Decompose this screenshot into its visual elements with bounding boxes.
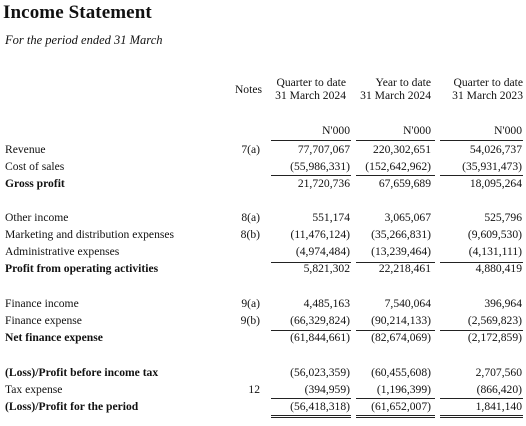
statement-row xyxy=(0,228,526,244)
row-value-quarter-2024: 77,707,067 xyxy=(297,143,350,156)
row-value-year-2024: 3,065,067 xyxy=(384,211,431,224)
column-header-line1: Quarter to date xyxy=(276,76,346,89)
header-rule xyxy=(356,140,435,141)
statement-row xyxy=(0,262,526,278)
subtotal-rule xyxy=(356,262,435,263)
column-header-line1: Year to date xyxy=(375,76,431,89)
statement-row xyxy=(0,400,526,416)
row-note: 9(a) xyxy=(241,297,260,310)
row-note: 7(a) xyxy=(241,143,260,156)
row-label: (Loss)/Profit for the period xyxy=(5,400,139,413)
subtotal-rule xyxy=(440,330,523,331)
unit-label: N'000 xyxy=(494,124,522,137)
row-note: 12 xyxy=(248,383,260,396)
row-value-quarter-2023: (2,569,823) xyxy=(467,314,522,327)
row-value-quarter-2023: 396,964 xyxy=(484,297,522,310)
unit-label: N'000 xyxy=(403,124,431,137)
row-value-year-2024: 220,302,651 xyxy=(373,143,431,156)
row-value-quarter-2024: (61,844,661) xyxy=(290,331,350,344)
row-label: Administrative expenses xyxy=(5,245,120,258)
subtotal-rule xyxy=(271,330,351,331)
subtotal-rule xyxy=(356,398,435,399)
row-value-quarter-2024: (66,329,824) xyxy=(290,314,350,327)
column-header-year-2024 xyxy=(360,76,431,102)
subtotal-rule xyxy=(356,330,435,331)
statement-title: Income Statement xyxy=(3,2,152,23)
statement-row xyxy=(0,160,526,176)
row-value-quarter-2023: (4,131,111) xyxy=(468,245,522,258)
row-value-year-2024: (60,455,608) xyxy=(371,366,431,379)
unit-row xyxy=(0,124,526,140)
row-note: 8(b) xyxy=(240,228,260,241)
statement-subtitle: For the period ended 31 March xyxy=(5,33,163,47)
row-label: (Loss)/Profit before income tax xyxy=(5,366,159,379)
row-value-year-2024: (152,642,962) xyxy=(365,160,431,173)
row-value-quarter-2023: 54,026,737 xyxy=(469,143,522,156)
subtotal-rule xyxy=(271,175,351,176)
row-value-quarter-2023: 4,880,419 xyxy=(475,262,522,275)
row-label: Tax expense xyxy=(5,383,63,396)
row-value-year-2024: (13,239,464) xyxy=(371,245,431,258)
subtotal-rule xyxy=(271,398,351,399)
row-value-quarter-2024: (56,023,359) xyxy=(290,366,350,379)
statement-row xyxy=(0,314,526,330)
row-value-quarter-2023: (35,931,473) xyxy=(462,160,522,173)
row-label: Profit from operating activities xyxy=(5,262,159,275)
row-value-quarter-2023: 1,841,140 xyxy=(475,400,522,413)
row-value-quarter-2024: (394,959) xyxy=(304,383,350,396)
statement-row xyxy=(0,143,526,159)
row-value-quarter-2024: 4,485,163 xyxy=(303,297,350,310)
subtotal-rule xyxy=(440,175,523,176)
row-value-quarter-2023: 525,796 xyxy=(484,211,522,224)
total-double-rule xyxy=(271,415,351,418)
row-value-year-2024: (35,266,831) xyxy=(371,228,431,241)
row-value-quarter-2024: (55,986,331) xyxy=(290,160,350,173)
header-rule xyxy=(271,140,351,141)
notes-header: Notes xyxy=(234,83,262,96)
row-value-quarter-2023: 2,707,560 xyxy=(475,366,522,379)
statement-row xyxy=(0,177,526,193)
row-value-quarter-2024: 551,174 xyxy=(312,211,350,224)
row-value-quarter-2023: 18,095,264 xyxy=(469,177,522,190)
total-double-rule xyxy=(440,415,523,418)
statement-row xyxy=(0,245,526,261)
row-value-year-2024: 22,218,461 xyxy=(378,262,431,275)
row-label: Marketing and distribution expenses xyxy=(5,228,175,241)
row-value-year-2024: 7,540,064 xyxy=(384,297,431,310)
row-value-year-2024: (61,652,007) xyxy=(371,400,431,413)
statement-row xyxy=(0,383,526,399)
row-label: Cost of sales xyxy=(5,160,65,173)
row-value-year-2024: 67,659,689 xyxy=(378,177,431,190)
row-value-quarter-2024: (11,476,124) xyxy=(290,228,350,241)
subtotal-rule xyxy=(440,262,523,263)
total-double-rule xyxy=(356,415,435,418)
statement-row xyxy=(0,331,526,347)
statement-row xyxy=(0,366,526,382)
row-label: Finance income xyxy=(5,297,79,310)
row-label: Net finance expense xyxy=(5,331,103,344)
column-header-line2: 31 March 2023 xyxy=(452,89,523,102)
row-label: Gross profit xyxy=(5,177,65,190)
row-value-quarter-2023: (2,172,859) xyxy=(467,331,522,344)
column-header-quarter-2024 xyxy=(275,76,346,102)
column-header-line1: Quarter to date xyxy=(453,76,523,89)
row-note: 8(a) xyxy=(241,211,260,224)
row-value-year-2024: (82,674,069) xyxy=(371,331,431,344)
row-value-quarter-2024: 5,821,302 xyxy=(303,262,350,275)
row-value-year-2024: (1,196,399) xyxy=(376,383,431,396)
row-label: Other income xyxy=(5,211,69,224)
row-label: Revenue xyxy=(5,143,46,156)
row-note: 9(b) xyxy=(240,314,260,327)
subtotal-rule xyxy=(440,398,523,399)
subtotal-rule xyxy=(271,262,351,263)
column-header-line2: 31 March 2024 xyxy=(360,89,431,102)
unit-label: N'000 xyxy=(322,124,350,137)
row-value-quarter-2024: (4,974,484) xyxy=(295,245,350,258)
header-rule xyxy=(440,140,523,141)
column-header-quarter-2023 xyxy=(452,76,523,102)
row-value-quarter-2024: 21,720,736 xyxy=(297,177,350,190)
statement-row xyxy=(0,211,526,227)
subtotal-rule xyxy=(356,175,435,176)
row-value-year-2024: (90,214,133) xyxy=(371,314,431,327)
row-value-quarter-2024: (56,418,318) xyxy=(290,400,350,413)
statement-row xyxy=(0,297,526,313)
row-value-quarter-2023: (866,420) xyxy=(476,383,522,396)
column-header-line2: 31 March 2024 xyxy=(275,89,346,102)
row-value-quarter-2023: (9,609,530) xyxy=(467,228,522,241)
row-label: Finance expense xyxy=(5,314,82,327)
